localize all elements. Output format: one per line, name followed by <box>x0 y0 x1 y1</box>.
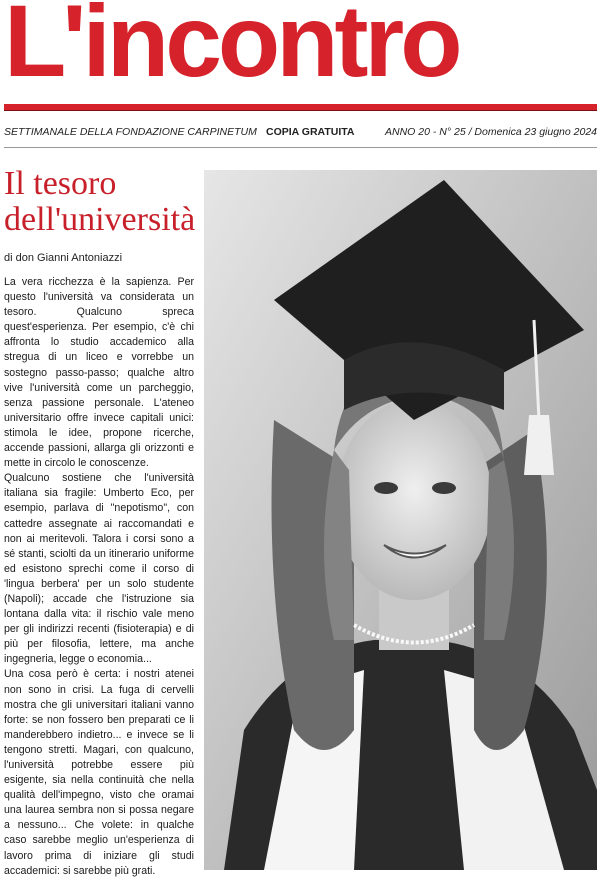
issue-info-bar <box>4 126 597 142</box>
headline-line-2: dell'università <box>4 201 196 238</box>
graduate-portrait-illustration <box>204 170 597 870</box>
article-body <box>4 275 194 879</box>
article-paragraph-3: Una cosa però è certa: i nostri atenei non sono in crisi. La fuga di cervelli mostra che gli universitari italiani vanno forte: se non fossero ben preparati ce li manderebbero indietro... e invece se li tengono stretti. Magari, con qualcuno, l'università potrebbe essere più esigente, sia nella continuità che nella qualità dell'impegno, visto che oramai una laurea sembra non si possa negare a nessuno... Che volete: in qualche caso sarebbe meglio un'esperienza di lavoro prima di iniziare gli studi accademici: si sarebbe più grati. <box>4 668 194 877</box>
logo-underline-shadow <box>4 110 597 111</box>
article-paragraph-1: La vera ricchezza è la sapienza. Per questo l'università va considerata un tesoro. Qualcuno spreca quest'esperienza. Per esempio, c'è chi affronta lo studio accademico alla stregua di un liceo e vorrebbe un sostegno passo-passo; qualche altro vive l'università come un parcheggio, senza passione personale. L'ateneo universitario offre invece capitali unici: stimola le idee, propone ricerche, accende passioni, allarga gli orizzonti e mette in circolo le conoscenze. <box>4 276 194 470</box>
newspaper-logo[interactable]: L'incontro <box>4 0 459 98</box>
article-byline: di don Gianni Antoniazzi <box>4 252 123 264</box>
issue-date: ANNO 20 - N° 25 / Domenica 23 giugno 2024 <box>385 126 597 138</box>
graduate-photo <box>204 170 597 870</box>
article-paragraph-2: Qualcuno sostiene che l'università italiana sia fragile: Umberto Eco, per esempio, parlava di "nepotismo", con cattedre assegnate ai raccomandati e non ai meritevoli. Talora i corsi sono a sé stanti, sciolti da un itinerario uniforme ed esistono sprechi come il corso di 'lingua berbera' per un solo studente (Napoli); accade che l'istruzione sia lontana dalla vita: il rischio vale meno per gli indirizzi recenti (fisioterapia) e di più per filosofia, lettere, ma anche ingegneria, legge o economia... <box>4 472 194 666</box>
free-copy-label: COPIA GRATUITA <box>266 126 355 138</box>
headline-line-1: Il tesoro <box>4 165 117 202</box>
masthead <box>0 0 605 112</box>
header-divider <box>4 147 597 148</box>
publication-subtitle: SETTIMANALE DELLA FONDAZIONE CARPINETUM <box>4 126 257 138</box>
